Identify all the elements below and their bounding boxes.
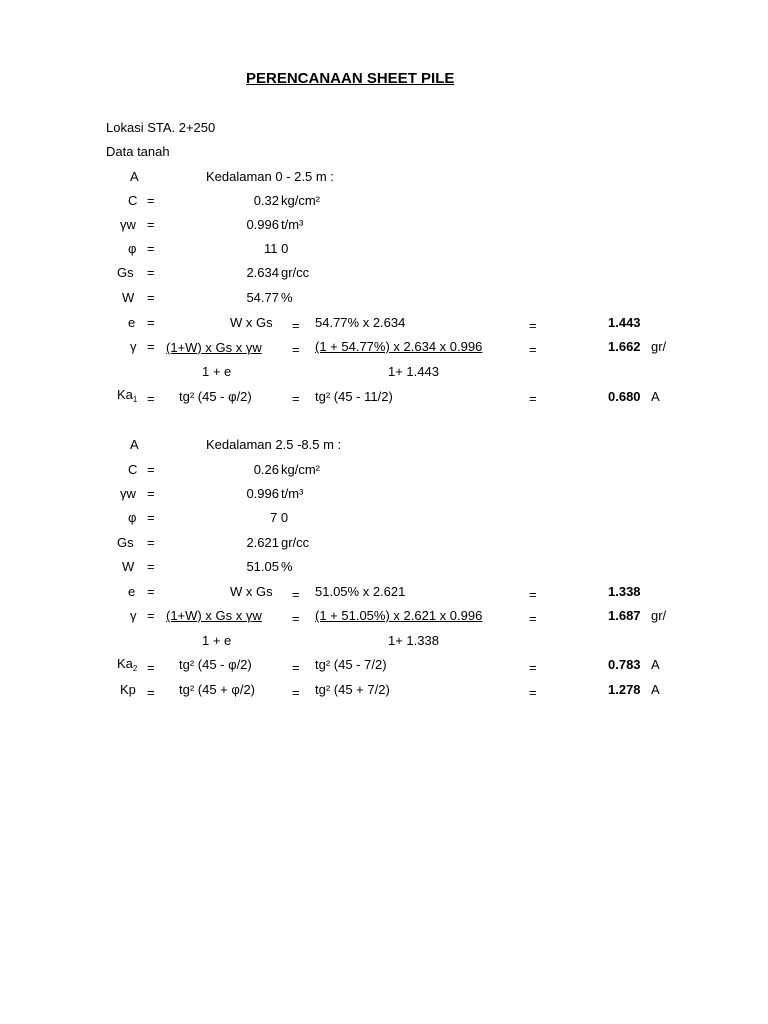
- equals-sign: =: [529, 660, 537, 675]
- equals-sign: =: [147, 391, 155, 406]
- cohesion-unit: kg/cm²: [281, 193, 320, 208]
- layer-1-name: A: [130, 169, 139, 184]
- equals-sign: =: [147, 584, 155, 599]
- friction-angle-symbol: φ: [128, 510, 137, 525]
- void-ratio-substitution: 51.05% x 2.621: [315, 584, 406, 599]
- equals-sign: =: [529, 685, 537, 700]
- active-coefficient-symbol: $Ka_1$: [117, 387, 138, 404]
- unit-weight-unit: gr/: [651, 339, 667, 354]
- unit-weight-unit: gr/: [651, 608, 667, 623]
- active-coefficient-result: 0.680: [608, 389, 641, 404]
- passive-coefficient-unit: A: [651, 682, 660, 697]
- equals-sign: =: [147, 685, 155, 700]
- equals-sign: =: [147, 265, 155, 280]
- friction-angle-symbol: φ: [128, 241, 137, 256]
- layer-2-depth: Kedalaman 2.5 -8.5 m :: [206, 437, 342, 452]
- void-ratio-result: 1.338: [608, 584, 641, 599]
- active-coefficient-substitution: tg² (45 - 11/2): [315, 389, 393, 404]
- active-coefficient-unit: A: [651, 657, 660, 672]
- active-coefficient-unit: A: [651, 389, 660, 404]
- unit-weight-substitution-denominator: 1+ 1.443: [388, 364, 439, 379]
- unit-weight-water-symbol: γw: [120, 486, 136, 501]
- layer-2-name: A: [130, 437, 139, 452]
- equals-sign: =: [292, 342, 300, 357]
- specific-gravity-unit: gr/cc: [281, 265, 310, 280]
- cohesion-symbol: C: [128, 193, 138, 208]
- data-tanah-label: Data tanah: [106, 144, 170, 159]
- unit-weight-substitution-numerator: (1 + 51.05%) x 2.621 x 0.996: [315, 608, 483, 623]
- void-ratio-result: 1.443: [608, 315, 641, 330]
- page-title: PERENCANAAN SHEET PILE: [246, 70, 455, 87]
- unit-weight-substitution-denominator: 1+ 1.338: [388, 633, 439, 648]
- specific-gravity-unit: gr/cc: [281, 535, 310, 550]
- specific-gravity-symbol: Gs: [117, 535, 134, 550]
- water-content-value: 51.05: [246, 559, 279, 574]
- active-coefficient-formula: tg² (45 - φ/2): [179, 657, 252, 672]
- equals-sign: =: [147, 510, 155, 525]
- friction-angle-value: 11 0: [264, 241, 289, 256]
- equals-sign: =: [292, 587, 300, 602]
- unit-weight-symbol: γ: [130, 339, 137, 354]
- cohesion-symbol: C: [128, 462, 138, 477]
- passive-coefficient-substitution: tg² (45 + 7/2): [315, 682, 390, 697]
- void-ratio-symbol: e: [128, 584, 136, 599]
- equals-sign: =: [147, 608, 155, 623]
- passive-coefficient-symbol: Kp: [120, 682, 136, 697]
- equals-sign: =: [292, 685, 300, 700]
- specific-gravity-value: 2.634: [246, 265, 279, 280]
- unit-weight-formula-numerator: (1+W) x Gs x γw: [166, 340, 262, 355]
- cohesion-unit: kg/cm²: [281, 462, 320, 477]
- unit-weight-water-symbol: γw: [120, 217, 136, 232]
- equals-sign: =: [147, 660, 155, 675]
- water-content-unit: %: [281, 290, 293, 305]
- unit-weight-substitution-numerator: (1 + 54.77%) x 2.634 x 0.996: [315, 339, 483, 354]
- equals-sign: =: [292, 318, 300, 333]
- unit-weight-water-unit: t/m³: [281, 486, 304, 501]
- equals-sign: =: [147, 462, 155, 477]
- active-coefficient-formula: tg² (45 - φ/2): [179, 389, 252, 404]
- unit-weight-formula-numerator: (1+W) x Gs x γw: [166, 608, 262, 623]
- equals-sign: =: [529, 318, 537, 333]
- passive-coefficient-result: 1.278: [608, 682, 641, 697]
- unit-weight-result: 1.662: [608, 339, 641, 354]
- void-ratio-substitution: 54.77% x 2.634: [315, 315, 406, 330]
- cohesion-value: 0.32: [253, 193, 279, 208]
- equals-sign: =: [147, 486, 155, 501]
- equals-sign: =: [529, 587, 537, 602]
- unit-weight-formula-denominator: 1 + e: [202, 633, 232, 648]
- equals-sign: =: [147, 559, 155, 574]
- specific-gravity-symbol: Gs: [117, 265, 134, 280]
- active-coefficient-symbol: $Ka_2$: [117, 656, 138, 673]
- equals-sign: =: [292, 660, 300, 675]
- equals-sign: =: [147, 241, 155, 256]
- layer-1-depth: Kedalaman 0 - 2.5 m :: [206, 169, 334, 184]
- water-content-symbol: W: [122, 290, 135, 305]
- location-label: Lokasi STA. 2+250: [106, 120, 216, 135]
- equals-sign: =: [147, 217, 155, 232]
- equals-sign: =: [147, 290, 155, 305]
- unit-weight-water-value: 0.996: [246, 486, 279, 501]
- active-coefficient-result: 0.783: [608, 657, 641, 672]
- specific-gravity-value: 2.621: [246, 535, 279, 550]
- equals-sign: =: [529, 391, 537, 406]
- water-content-value: 54.77: [246, 290, 279, 305]
- equals-sign: =: [292, 611, 300, 626]
- cohesion-value: 0.26: [253, 462, 279, 477]
- active-coefficient-substitution: tg² (45 - 7/2): [315, 657, 387, 672]
- unit-weight-water-value: 0.996: [246, 217, 279, 232]
- equals-sign: =: [147, 315, 155, 330]
- water-content-symbol: W: [122, 559, 135, 574]
- unit-weight-symbol: γ: [130, 608, 137, 623]
- water-content-unit: %: [281, 559, 293, 574]
- passive-coefficient-formula: tg² (45 + φ/2): [179, 682, 255, 697]
- equals-sign: =: [529, 342, 537, 357]
- void-ratio-formula: W x Gs: [230, 315, 273, 330]
- equals-sign: =: [292, 391, 300, 406]
- void-ratio-formula: W x Gs: [230, 584, 273, 599]
- void-ratio-symbol: e: [128, 315, 136, 330]
- equals-sign: =: [147, 193, 155, 208]
- unit-weight-result: 1.687: [608, 608, 641, 623]
- friction-angle-value: 7 0: [270, 510, 289, 525]
- equals-sign: =: [147, 339, 155, 354]
- unit-weight-water-unit: t/m³: [281, 217, 304, 232]
- equals-sign: =: [147, 535, 155, 550]
- equals-sign: =: [529, 611, 537, 626]
- unit-weight-formula-denominator: 1 + e: [202, 364, 232, 379]
